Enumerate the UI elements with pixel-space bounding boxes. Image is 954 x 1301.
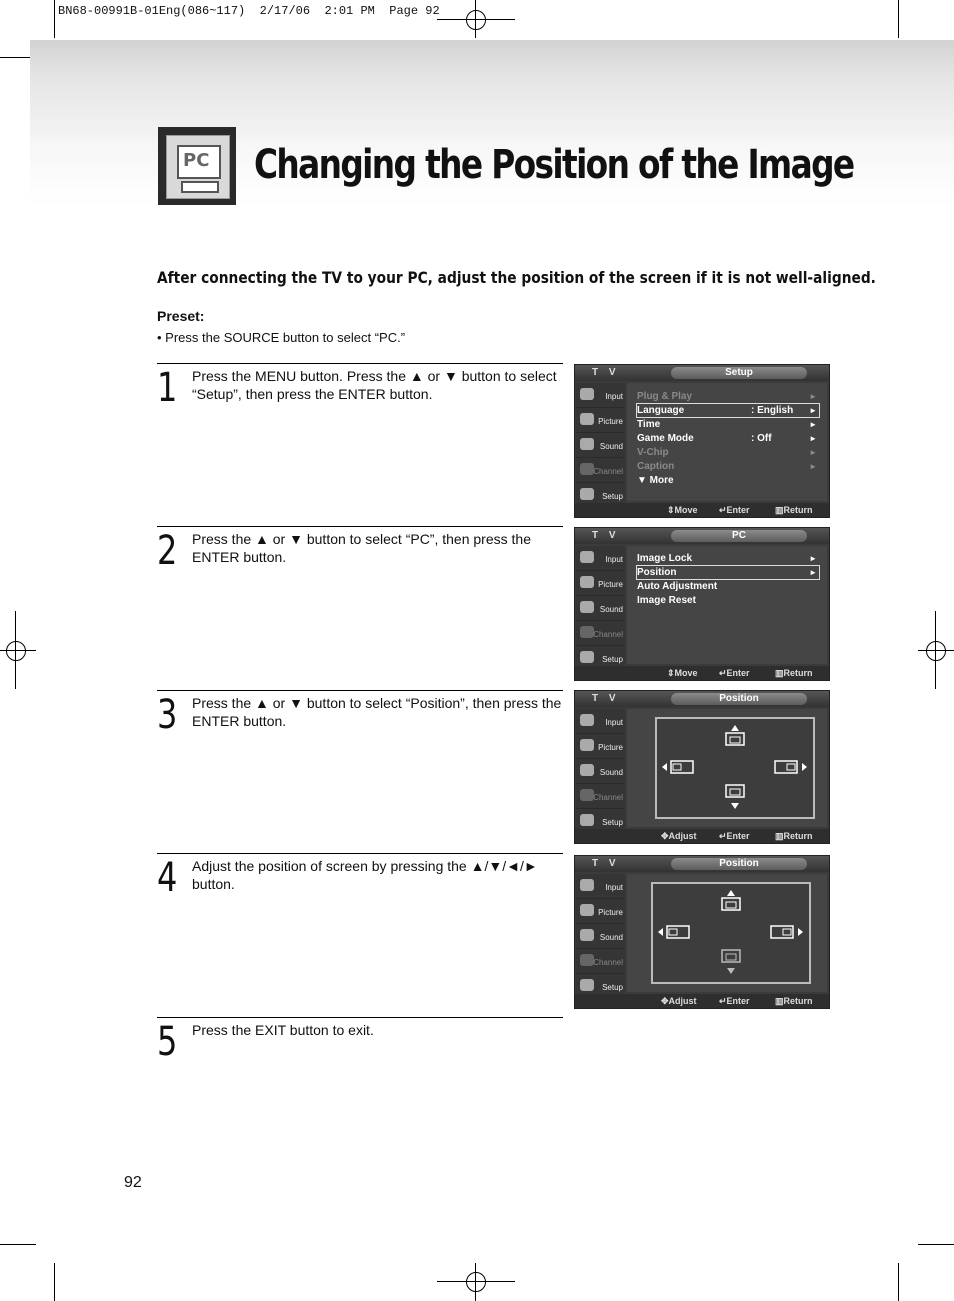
- print-header: BN68-00991B-01Eng(086~117) 2/17/06 2:01 PM Page 92: [58, 4, 440, 18]
- osd-sidebar: [576, 874, 625, 996]
- osd-side-item: Setup: [602, 818, 623, 827]
- crop-mark: [54, 0, 55, 38]
- step-text: Press the ▲ or ▼ button to select “PC”, then press the ENTER button.: [192, 531, 531, 565]
- preset-heading: Preset:: [157, 308, 205, 324]
- osd-side-item: Input: [605, 883, 623, 892]
- channel-icon: [580, 626, 594, 638]
- osd-side-item: Picture: [598, 580, 623, 589]
- osd-side-item: Channel: [593, 630, 623, 639]
- osd-tv-label: T V: [592, 367, 620, 378]
- osd-menu-row-selected: Language : English ►: [637, 405, 817, 416]
- step-text: Press the MENU button. Press the ▲ or ▼ button to select “Setup”, then press the ENTER button.: [192, 368, 557, 402]
- crop-mark: [0, 1244, 36, 1245]
- osd-footer: ✥ Adjust ↵ Enter ▥ Return: [575, 994, 829, 1008]
- osd-tv-label: T V: [592, 530, 620, 541]
- osd-side-item: Setup: [602, 492, 623, 501]
- registration-line: [437, 1281, 515, 1282]
- step-divider: [157, 853, 563, 854]
- osd-title: Setup: [671, 367, 807, 379]
- picture-icon: [580, 904, 594, 916]
- registration-mark-icon: [926, 641, 946, 661]
- step-divider: [157, 526, 563, 527]
- registration-line: [437, 19, 515, 20]
- osd-tv-label: T V: [592, 693, 620, 704]
- position-arrows-icon: [657, 719, 813, 817]
- sound-icon: [580, 438, 594, 450]
- crop-mark: [898, 1263, 899, 1301]
- page-number: 92: [124, 1174, 142, 1191]
- osd-menu-row: Image Lock ►: [637, 553, 817, 564]
- sound-icon: [580, 601, 594, 613]
- step-divider: [157, 1017, 563, 1018]
- osd-side-item: Picture: [598, 417, 623, 426]
- osd-menu-row: ▼ More: [637, 475, 674, 486]
- step-divider: [157, 690, 563, 691]
- registration-line: [918, 650, 954, 651]
- channel-icon: [580, 954, 594, 966]
- osd-menu-row: Plug & Play ►: [637, 391, 817, 402]
- page-title: Changing the Position of the Image: [254, 142, 854, 188]
- osd-side-item: Channel: [593, 467, 623, 476]
- osd-menu-row: Image Reset: [637, 595, 696, 606]
- osd-menu-row: Caption ►: [637, 461, 817, 472]
- osd-side-item: Input: [605, 718, 623, 727]
- crop-mark: [54, 1263, 55, 1301]
- setup-icon: [580, 814, 594, 826]
- position-arrows-icon: [653, 884, 809, 982]
- channel-icon: [580, 789, 594, 801]
- osd-side-item: Picture: [598, 908, 623, 917]
- step-number: 1: [157, 365, 178, 411]
- osd-title: PC: [671, 530, 807, 542]
- registration-mark-icon: [466, 10, 486, 30]
- osd-sidebar: [576, 709, 625, 831]
- setup-icon: [580, 651, 594, 663]
- osd-footer: ⇕ Move ↵ Enter ▥ Return: [575, 503, 829, 517]
- osd-side-item: Picture: [598, 743, 623, 752]
- setup-icon: [580, 979, 594, 991]
- osd-setup-screen: [574, 364, 830, 518]
- channel-icon: [580, 463, 594, 475]
- header-band: [30, 40, 954, 140]
- osd-menu-row-selected: Position ►: [637, 567, 817, 578]
- osd-side-item: Sound: [599, 933, 623, 942]
- osd-tv-label: T V: [592, 858, 620, 869]
- osd-position-panel: [627, 709, 827, 827]
- osd-side-item: Input: [605, 392, 623, 401]
- osd-menu-row: V-Chip ►: [637, 447, 817, 458]
- osd-menu-row: Time ►: [637, 419, 817, 430]
- crop-mark: [898, 0, 899, 38]
- step-number: 4: [157, 855, 178, 901]
- position-adjust-box: [651, 882, 811, 984]
- intro-text: After connecting the TV to your PC, adjust the position of the screen if it is not well-aligned.: [157, 268, 876, 287]
- picture-icon: [580, 739, 594, 751]
- sound-icon: [580, 764, 594, 776]
- pc-icon: [158, 127, 236, 205]
- input-icon: [580, 879, 594, 891]
- step-text: Press the ▲ or ▼ button to select “Position”, then press the ENTER button.: [192, 695, 562, 729]
- osd-pc-screen: [574, 527, 830, 681]
- input-icon: [580, 551, 594, 563]
- registration-line: [475, 1263, 476, 1301]
- osd-title: Position: [671, 858, 807, 870]
- registration-mark-icon: [6, 641, 26, 661]
- input-icon: [580, 714, 594, 726]
- osd-footer: ✥ Adjust ↵ Enter ▥ Return: [575, 829, 829, 843]
- osd-side-item: Sound: [599, 605, 623, 614]
- registration-mark-icon: [466, 1272, 486, 1292]
- sound-icon: [580, 929, 594, 941]
- step-divider: [157, 363, 563, 364]
- crop-mark: [918, 1244, 954, 1245]
- osd-side-item: Sound: [599, 442, 623, 451]
- osd-side-item: Input: [605, 555, 623, 564]
- osd-position-panel: [627, 874, 827, 992]
- osd-sidebar: [576, 546, 625, 668]
- osd-menu-panel: [627, 546, 827, 664]
- osd-sidebar: [576, 383, 625, 505]
- setup-icon: [580, 488, 594, 500]
- osd-menu-row: Auto Adjustment: [637, 581, 718, 592]
- osd-footer: ⇕ Move ↵ Enter ▥ Return: [575, 666, 829, 680]
- osd-position-screen: [574, 690, 830, 844]
- picture-icon: [580, 413, 594, 425]
- osd-title: Position: [671, 693, 807, 705]
- registration-line: [0, 650, 36, 651]
- pc-icon-label: PC: [183, 150, 210, 171]
- picture-icon: [580, 576, 594, 588]
- osd-position-screen: [574, 855, 830, 1009]
- osd-side-item: Setup: [602, 655, 623, 664]
- position-adjust-box: [655, 717, 815, 819]
- registration-line: [475, 0, 476, 38]
- osd-side-item: Setup: [602, 983, 623, 992]
- preset-bullet: • Press the SOURCE button to select “PC.”: [157, 330, 406, 345]
- osd-side-item: Sound: [599, 768, 623, 777]
- osd-side-item: Channel: [593, 958, 623, 967]
- osd-menu-panel: [627, 383, 827, 501]
- input-icon: [580, 388, 594, 400]
- osd-menu-row: Game Mode : Off ►: [637, 433, 817, 444]
- step-number: 2: [157, 528, 178, 574]
- step-number: 5: [157, 1019, 178, 1065]
- osd-side-item: Channel: [593, 793, 623, 802]
- step-number: 3: [157, 692, 178, 738]
- step-text: Press the EXIT button to exit.: [192, 1022, 374, 1038]
- step-text: Adjust the position of screen by pressing the ▲/▼/◄/► button.: [192, 858, 538, 892]
